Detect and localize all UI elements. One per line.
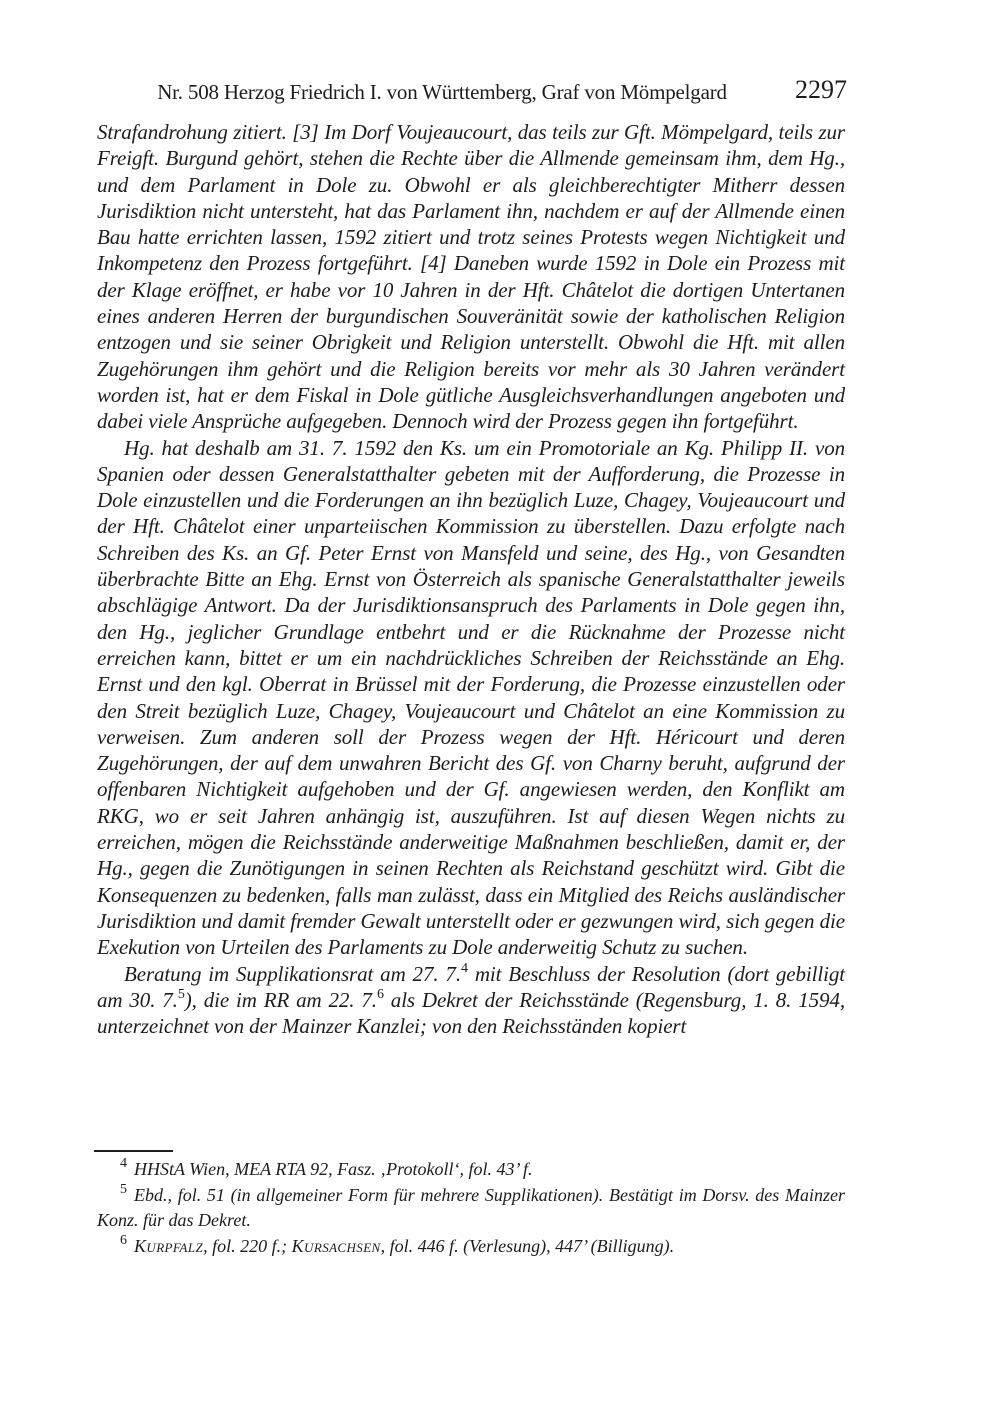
footnote-separator-rule	[94, 1150, 173, 1152]
footnote-item	[97, 1157, 845, 1183]
footnote-reference: 4	[460, 960, 468, 976]
text-segment: Beratung im Supplikationsrat am 27. 7.	[124, 961, 461, 986]
footnotes	[97, 1157, 845, 1259]
text-segment: Kursachsen	[291, 1235, 381, 1256]
footnote-item	[97, 1234, 845, 1260]
body-text	[97, 119, 845, 1039]
text-segment: als Dekret der Reichsstände (Regensburg, 1. 8. 1594, unterzeichnet von der Mainzer Kanzlei; von den Reichsständen kopiert	[97, 987, 845, 1039]
text-segment: ), die im RR am 22. 7.	[184, 987, 377, 1012]
text-segment: Kurpfalz	[134, 1235, 204, 1256]
page-header	[97, 75, 847, 107]
footnote-reference: 5	[177, 986, 185, 1002]
footnote-marker: 6	[120, 1232, 127, 1248]
text-segment: Ebd., fol. 51 (in allgemeiner Form für mehrere Supplikationen). Bestätigt im Dorsv. des Mainzer Konz. für das Dekret.	[97, 1184, 845, 1230]
text-segment: , fol. 446 f. (Verlesung), 447’ (Billigung).	[380, 1235, 675, 1256]
text-segment: HHStA Wien, MEA RTA 92, Fasz. ‚Protokoll‘, fol. 43’ f.	[134, 1159, 533, 1179]
footnote-marker: 5	[120, 1181, 127, 1197]
paragraph	[97, 435, 845, 961]
footnote-item	[97, 1183, 845, 1234]
footnote-reference: 6	[376, 986, 384, 1002]
paragraph	[97, 119, 845, 435]
footnote-marker: 4	[120, 1156, 127, 1171]
text-segment: mit Beschluss der Resolution (dort gebilligt am 30. 7.	[97, 961, 846, 1012]
text-segment: Hg. hat deshalb am 31. 7. 1592 den Ks. um ein Promotoriale an Kg. Philipp II. von Spanien oder dessen Generalstatthalter gebeten mit der Aufforderung, die Prozesse in Dole einzustellen und die Forderungen an ihn bezüglich Luze, Chagey, Voujeaucourt und der Hft. Châtelot einer unparteiischen Kommission zu überstellen. Dazu erfolgte nach Schreiben des Ks. an Gf. Peter Ernst von Mansfeld und seine, des Hg., von Gesandten überbrachte Bitte an Ehg. Ernst von Österreich als spanische Generalstatthalter jeweils abschlägige Antwort. Da der Jurisdiktionsanspruch des Parlaments in Dole gegen ihn, den Hg., jeglicher Grundlage entbehrt und er die Rücknahme der Prozesse nicht erreichen kann, bittet er um ein nachdrückliches Schreiben der Reichsstände an Ehg. Ernst und den kgl. Oberrat in Brüssel mit der Forderung, die Prozesse einzustellen oder den Streit bezüglich Luze, Chagey, Voujeaucourt und Châtelot an eine Kommission zu verweisen. Zum anderen soll der Prozess wegen der Hft. Héricourt und deren Zugehörungen, der auf dem unwahren Bericht des Gf. von Charny beruht, aufgrund der offenbaren Nichtigkeit aufgehoben und der Gf. angewiesen werden, den Konflikt am RKG, wo er seit Jahren anhängig ist, auszuführen. Ist auf diesen Wegen nichts zu erreichen, mögen die Reichsstände anderweitige Maßnahmen beschließen, damit er, der Hg., gegen die Zunötigungen in seinen Rechten als Reichstand geschützt wird. Gibt die Konsequenzen zu bedenken, falls man zulässt, dass ein Mitglied des Reichs ausländischer Jurisdiktion und damit fremder Gewalt unterstellt oder er gezwungen wird, sich gegen die Exekution von Urteilen des Parlaments zu Dole anderweitig Schutz zu suchen.	[97, 435, 845, 960]
text-segment: Strafandrohung zitiert. [3] Im Dorf Voujeaucourt, das teils zur Gft. Mömpelgard, teils zur Freigft. Burgund gehört, stehen die Rechte über die Allmende gemeinsam ihm, dem Hg., und dem Parlament in Dole zu. Obwohl er als gleichberechtigter Mitherr dessen Jurisdiktion nicht untersteht, hat das Parlament ihn, nachdem er auf der Allmende einen Bau hatte errichten lassen, 1592 zitiert und trotz seines Protests wegen Nichtigkeit und Inkompetenz den Prozess fortgeführt. [4] Daneben wurde 1592 in Dole ein Prozess mit der Klage eröffnet, er habe vor 10 Jahren in der Hft. Châtelot die dortigen Untertanen eines anderen Herren der burgundischen Souveränität sowie der katholischen Religion entzogen und sie seiner Obrigkeit und Religion unterstellt. Obwohl die Hft. mit allen Zugehörungen ihm gehört und die Religion bereits vor mehr als 30 Jahren verändert worden ist, hat er dem Fiskal in Dole gütliche Ausgleichsverhandlungen angeboten und dabei viele Ansprüche aufgegeben. Dennoch wird der Prozess gegen ihn fortgeführt.	[97, 120, 845, 434]
running-head: Nr. 508 Herzog Friedrich I. von Württemberg, Graf von Mömpelgard	[157, 80, 727, 104]
text-segment: , fol. 220 f.;	[203, 1235, 292, 1256]
page-number: 2297	[795, 75, 847, 104]
paragraph	[97, 961, 845, 1040]
